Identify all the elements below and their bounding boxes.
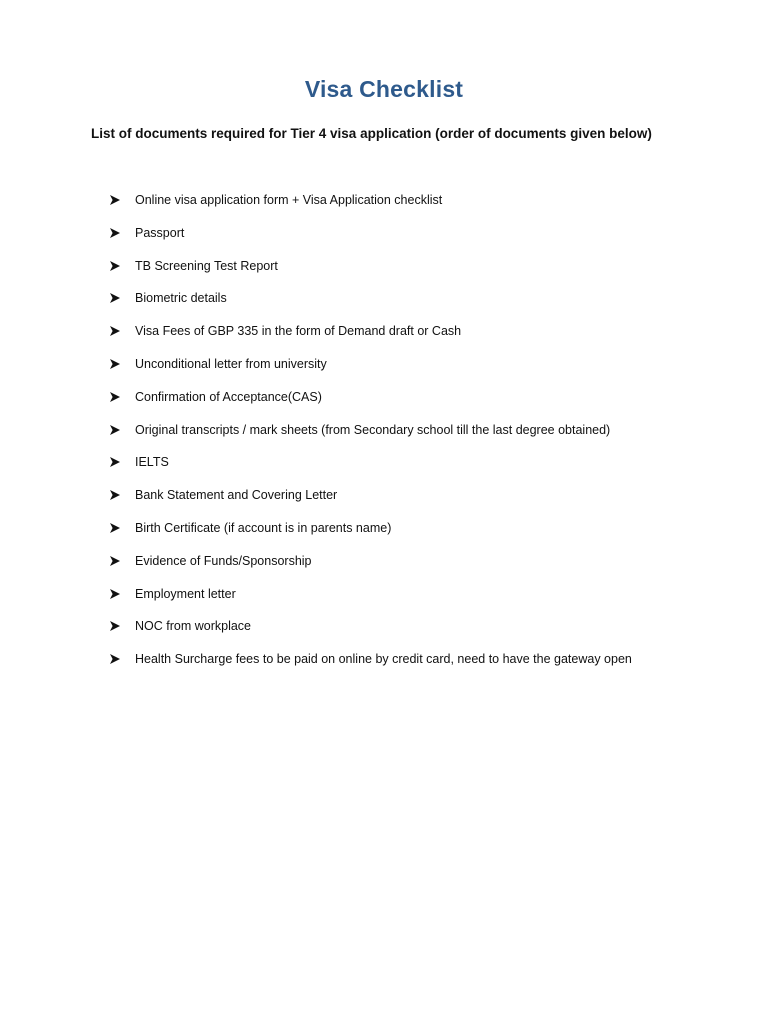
arrowhead-bullet-icon (110, 288, 135, 308)
list-item-text: TB Screening Test Report (135, 258, 278, 273)
list-item (110, 616, 750, 649)
arrowhead-bullet-icon (110, 354, 135, 374)
list-item-text: Biometric details (135, 291, 227, 306)
arrowhead-bullet-icon (110, 584, 135, 604)
list-item-text: NOC from workplace (135, 619, 251, 634)
list-item-text: IELTS (135, 455, 169, 470)
arrowhead-bullet-icon (110, 256, 135, 276)
arrowhead-bullet-icon (110, 321, 135, 341)
list-item (110, 321, 750, 354)
list-item (110, 485, 750, 518)
list-item-text: Health Surcharge fees to be paid on online by credit card, need to have the gateway open (135, 652, 632, 667)
list-item-text: Passport (135, 225, 185, 240)
arrowhead-bullet-icon (110, 649, 135, 669)
list-item (110, 584, 750, 617)
arrowhead-bullet-icon (110, 190, 135, 210)
arrowhead-bullet-icon (110, 420, 135, 440)
list-item-text: Birth Certificate (if account is in parents name) (135, 520, 392, 535)
list-item (110, 518, 750, 551)
list-item-text: Employment letter (135, 586, 236, 601)
list-item-text: Online visa application form + Visa Application checklist (135, 193, 443, 207)
arrowhead-bullet-icon (110, 452, 135, 472)
checklist (110, 190, 750, 682)
list-item (110, 649, 750, 682)
list-item (110, 354, 750, 387)
list-item (110, 420, 750, 453)
list-item (110, 190, 750, 223)
arrowhead-bullet-icon (110, 485, 135, 505)
arrowhead-bullet-icon (110, 616, 135, 636)
arrowhead-bullet-icon (110, 551, 135, 571)
list-item-text: Original transcripts / mark sheets (from Secondary school till the last degree obtained) (135, 422, 611, 437)
arrowhead-bullet-icon (110, 223, 135, 243)
document-subtitle: List of documents required for Tier 4 visa application (order of documents given below) (91, 126, 652, 141)
list-item (110, 551, 750, 584)
arrowhead-bullet-icon (110, 387, 135, 407)
page-title: Visa Checklist (304, 76, 464, 102)
arrowhead-bullet-icon (110, 518, 135, 538)
list-item (110, 223, 750, 256)
list-item (110, 256, 750, 289)
list-item-text: Unconditional letter from university (135, 356, 327, 371)
list-item-text: Bank Statement and Covering Letter (135, 488, 338, 503)
list-item (110, 452, 750, 485)
list-item (110, 387, 750, 420)
list-item-text: Evidence of Funds/Sponsorship (135, 553, 312, 568)
list-item-text: Visa Fees of GBP 335 in the form of Demand draft or Cash (135, 324, 462, 339)
list-item (110, 288, 750, 321)
list-item-text: Confirmation of Acceptance(CAS) (135, 389, 322, 404)
